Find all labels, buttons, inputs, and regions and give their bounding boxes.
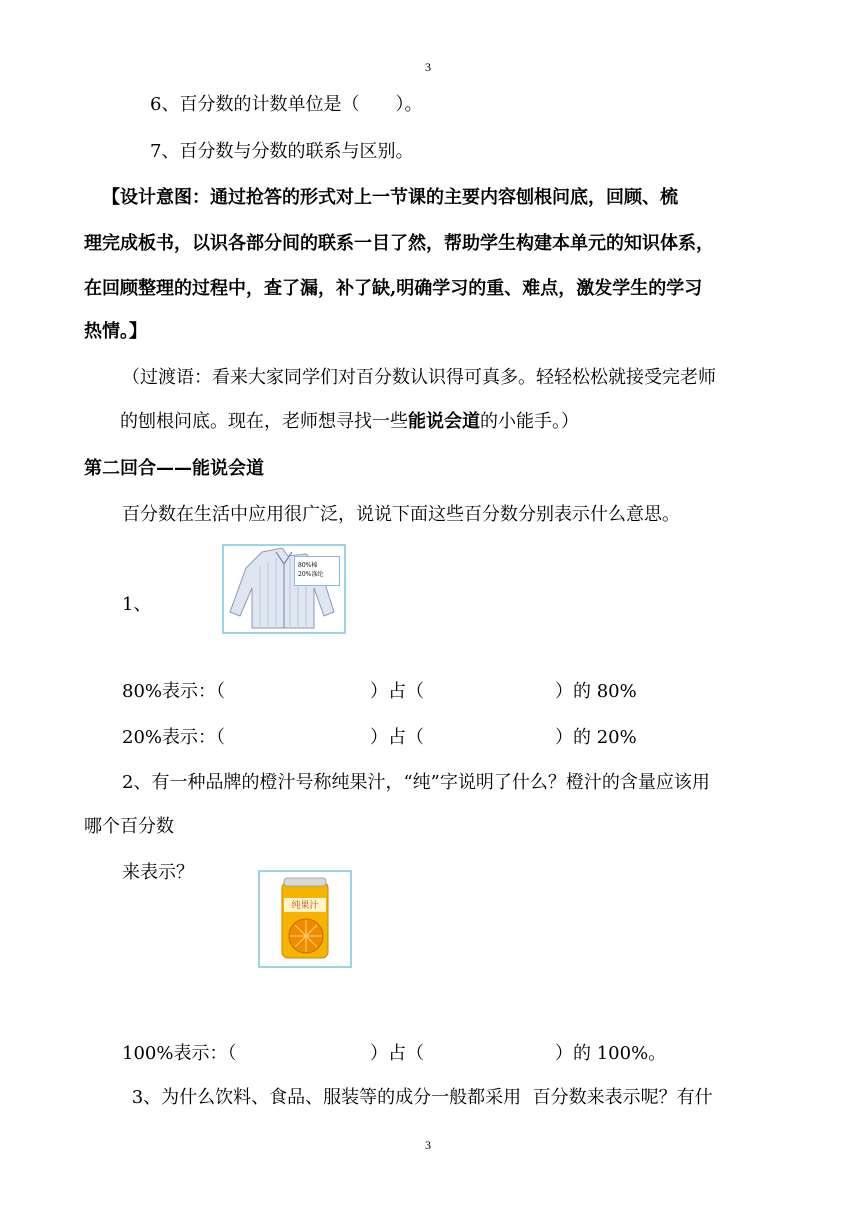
- intro-text: 百分数在生活中应用很广泛，说说下面这些百分数分别表示什么意思。: [122, 504, 680, 525]
- item2-line: 来表示？: [122, 862, 194, 883]
- design-intent-line: 【设计意图：通过抢答的形式对上一节课的主要内容刨根问底，回顾、梳: [102, 187, 678, 208]
- shirt-image: [222, 544, 346, 634]
- tag-cotton-text: 80%棉: [298, 562, 318, 569]
- fabric-label-tag: [294, 556, 340, 586]
- footer-page-number: 3: [425, 1138, 431, 1152]
- row-mid: ）占（: [370, 727, 424, 748]
- item2-line: 哪个百分数: [84, 816, 174, 837]
- transition-line: 的刨根问底。现在，老师想寻找一些能说会道的小能手。）: [120, 411, 579, 432]
- row-mid: ）占（: [370, 681, 424, 702]
- design-intent-line: 理完成板书，以识各部分间的联系一目了然，帮助学生构建本单元的知识体系，: [84, 233, 714, 254]
- item2-line: 2、有一种品牌的橙汁号称纯果汁，“纯”字说明了什么？橙汁的含量应该用: [122, 772, 710, 793]
- item1-label: 1、: [122, 594, 152, 615]
- question-7: 7、百分数与分数的联系与区别。: [150, 141, 414, 162]
- row-suffix: ）的 80%: [555, 681, 637, 702]
- can-label: 纯果汁: [291, 901, 319, 911]
- design-intent-line: 在回顾整理的过程中，查了漏，补了缺,明确学习的重、难点，激发学生的学习: [84, 278, 703, 299]
- row-suffix: ）的 100%。: [555, 1043, 667, 1064]
- row-suffix: ）的 20%: [555, 727, 637, 748]
- question-6: 6、百分数的计数单位是（ ）。: [150, 94, 423, 115]
- row-mid: ）占（: [370, 1043, 424, 1064]
- design-intent-line: 热情。】: [84, 321, 147, 342]
- juice-can-image: [258, 870, 352, 968]
- tag-polyester-text: 20%涤纶: [298, 571, 324, 578]
- transition-line: （过渡语：看来大家同学们对百分数认识得可真多。轻轻松松就接受完老师: [122, 367, 716, 388]
- row-prefix: 80%表示：（: [122, 681, 226, 702]
- row-prefix: 20%表示：（: [122, 727, 226, 748]
- transition-bold-phrase: 能说会道: [408, 411, 480, 432]
- juice-can-icon: [260, 872, 350, 966]
- row-prefix: 100%表示：（: [122, 1043, 237, 1064]
- header-page-number: 3: [425, 60, 431, 74]
- item3-line: 3、为什么饮料、食品、服装等的成分一般都采用 百分数来表示呢？有什: [126, 1087, 713, 1108]
- round2-title: 第二回合——能说会道: [84, 458, 264, 479]
